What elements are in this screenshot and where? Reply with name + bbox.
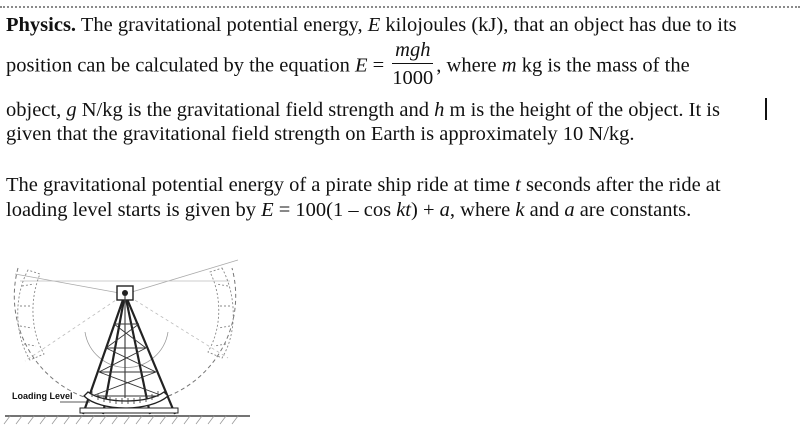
text-cursor (765, 98, 767, 120)
paragraph1-line2 (6, 41, 690, 93)
pivot-axle (122, 290, 128, 296)
var-a: a (564, 199, 575, 221)
fraction-denominator: 1000 (392, 67, 434, 89)
var-t: t (515, 174, 521, 196)
paragraph1-line1 (6, 13, 737, 37)
text-span: , where (436, 54, 502, 77)
paragraph1-line4 (6, 122, 635, 146)
equals-sign: = (367, 54, 390, 77)
text-span: seconds after the ride at (520, 174, 721, 196)
loading-platform (80, 408, 178, 413)
var-e: E (367, 14, 381, 36)
text-span: The gravitational potential energy, (76, 14, 368, 36)
text-span: object, (6, 99, 67, 121)
var-m: m (501, 54, 517, 77)
text-span: and (524, 199, 565, 221)
text-span: ) + (411, 199, 440, 221)
ship-ghost-right (208, 268, 233, 358)
var-a: a (439, 199, 450, 221)
energy-fraction (392, 38, 433, 90)
radial-guide-left-lower (25, 294, 125, 361)
var-e: E (261, 199, 274, 221)
text-span: kg is the mass of the (516, 54, 690, 77)
radial-guide-right (125, 260, 238, 294)
text-span: N/kg is the gravitational field strength and (76, 99, 435, 121)
var-e: E (354, 54, 368, 77)
inner-arc (85, 332, 168, 368)
paragraph1-line3 (6, 98, 720, 122)
paragraph2-line2 (6, 198, 691, 222)
text-span: are constants. (574, 199, 692, 221)
paragraph2-line1 (6, 173, 721, 197)
loading-level-label: Loading Level (12, 391, 73, 401)
ground-hatching (4, 416, 238, 424)
fraction-numerator: mgh (392, 38, 433, 64)
text-span: given that the gravitational field strength on Earth is approximately 10 N/kg. (6, 123, 635, 145)
var-g: g (66, 99, 77, 121)
var-kt: kt (396, 199, 411, 221)
top-dotted-divider (0, 6, 800, 8)
text-span: The gravitational potential energy of a pirate ship ride at time (6, 174, 516, 196)
pirate-ship-diagram (0, 246, 260, 435)
ship-ghost-left (18, 270, 44, 360)
var-k: k (515, 199, 525, 221)
text-span: , where (449, 199, 516, 221)
subject-label: Physics. (6, 14, 77, 36)
text-span: position can be calculated by the equation (6, 54, 355, 77)
text-span: kilojoules (kJ), that an object has due to its (380, 14, 737, 36)
text-span: loading level starts is given by (6, 199, 262, 221)
text-span: = 100(1 – cos (273, 199, 397, 221)
var-h: h (434, 99, 445, 121)
text-span: m is the height of the object. It is (444, 99, 720, 121)
